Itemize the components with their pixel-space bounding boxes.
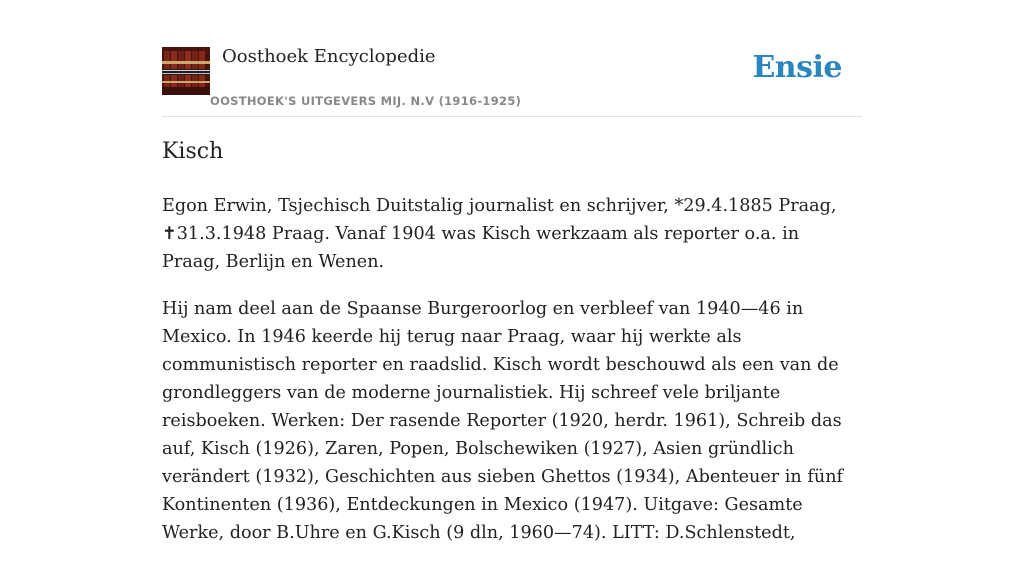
source-subtitle: OOSTHOEK'S UITGEVERS MIJ. N.V (1916-1925) [210,94,522,108]
source-title[interactable]: Oosthoek Encyclopedie [222,46,436,67]
entry-title: Kisch [162,139,224,164]
entry-body [162,192,862,566]
entry-paragraph: Egon Erwin, Tsjechisch Duitstalig journalist en schrijver, *29.4.1885 Praag, ✝31.3.1948 Praag. Vanaf 1904 was Kisch werkzaam als reporter o.a. in Praag, Berlijn en Wenen. [162,196,837,272]
entry-paragraph: Hij nam deel aan de Spaanse Burgeroorlog en verbleef van 1940—46 in Mexico. In 1946 keerde hij terug naar Praag, waar hij werkte als communistisch reporter en raadslid. Kisch wordt beschouwd als een van de grondleggers van de moderne journalistiek. Hij schreef vele briljante reisboeken. Werken: Der rasende Reporter (1920, herdr. 1961), Schreib das auf, Kisch (1926), Zaren, Popen, Bolschewiken (1927), Asien gründlich verändert (1932), Geschichten aus sieben Ghettos (1934), Abenteuer in fünf Kontinenten (1936), Entdeckungen in Mexico (1947). Uitgave: Gesamte Werke, door B.Uhre en G.Kisch (9 dln, 1960—74). LITT: D.Schlenstedt, [162,299,844,543]
encyclopedia-books-icon[interactable] [162,47,210,95]
header [162,0,862,117]
ensie-logo-link[interactable]: Ensie [752,50,842,85]
page [162,0,862,543]
